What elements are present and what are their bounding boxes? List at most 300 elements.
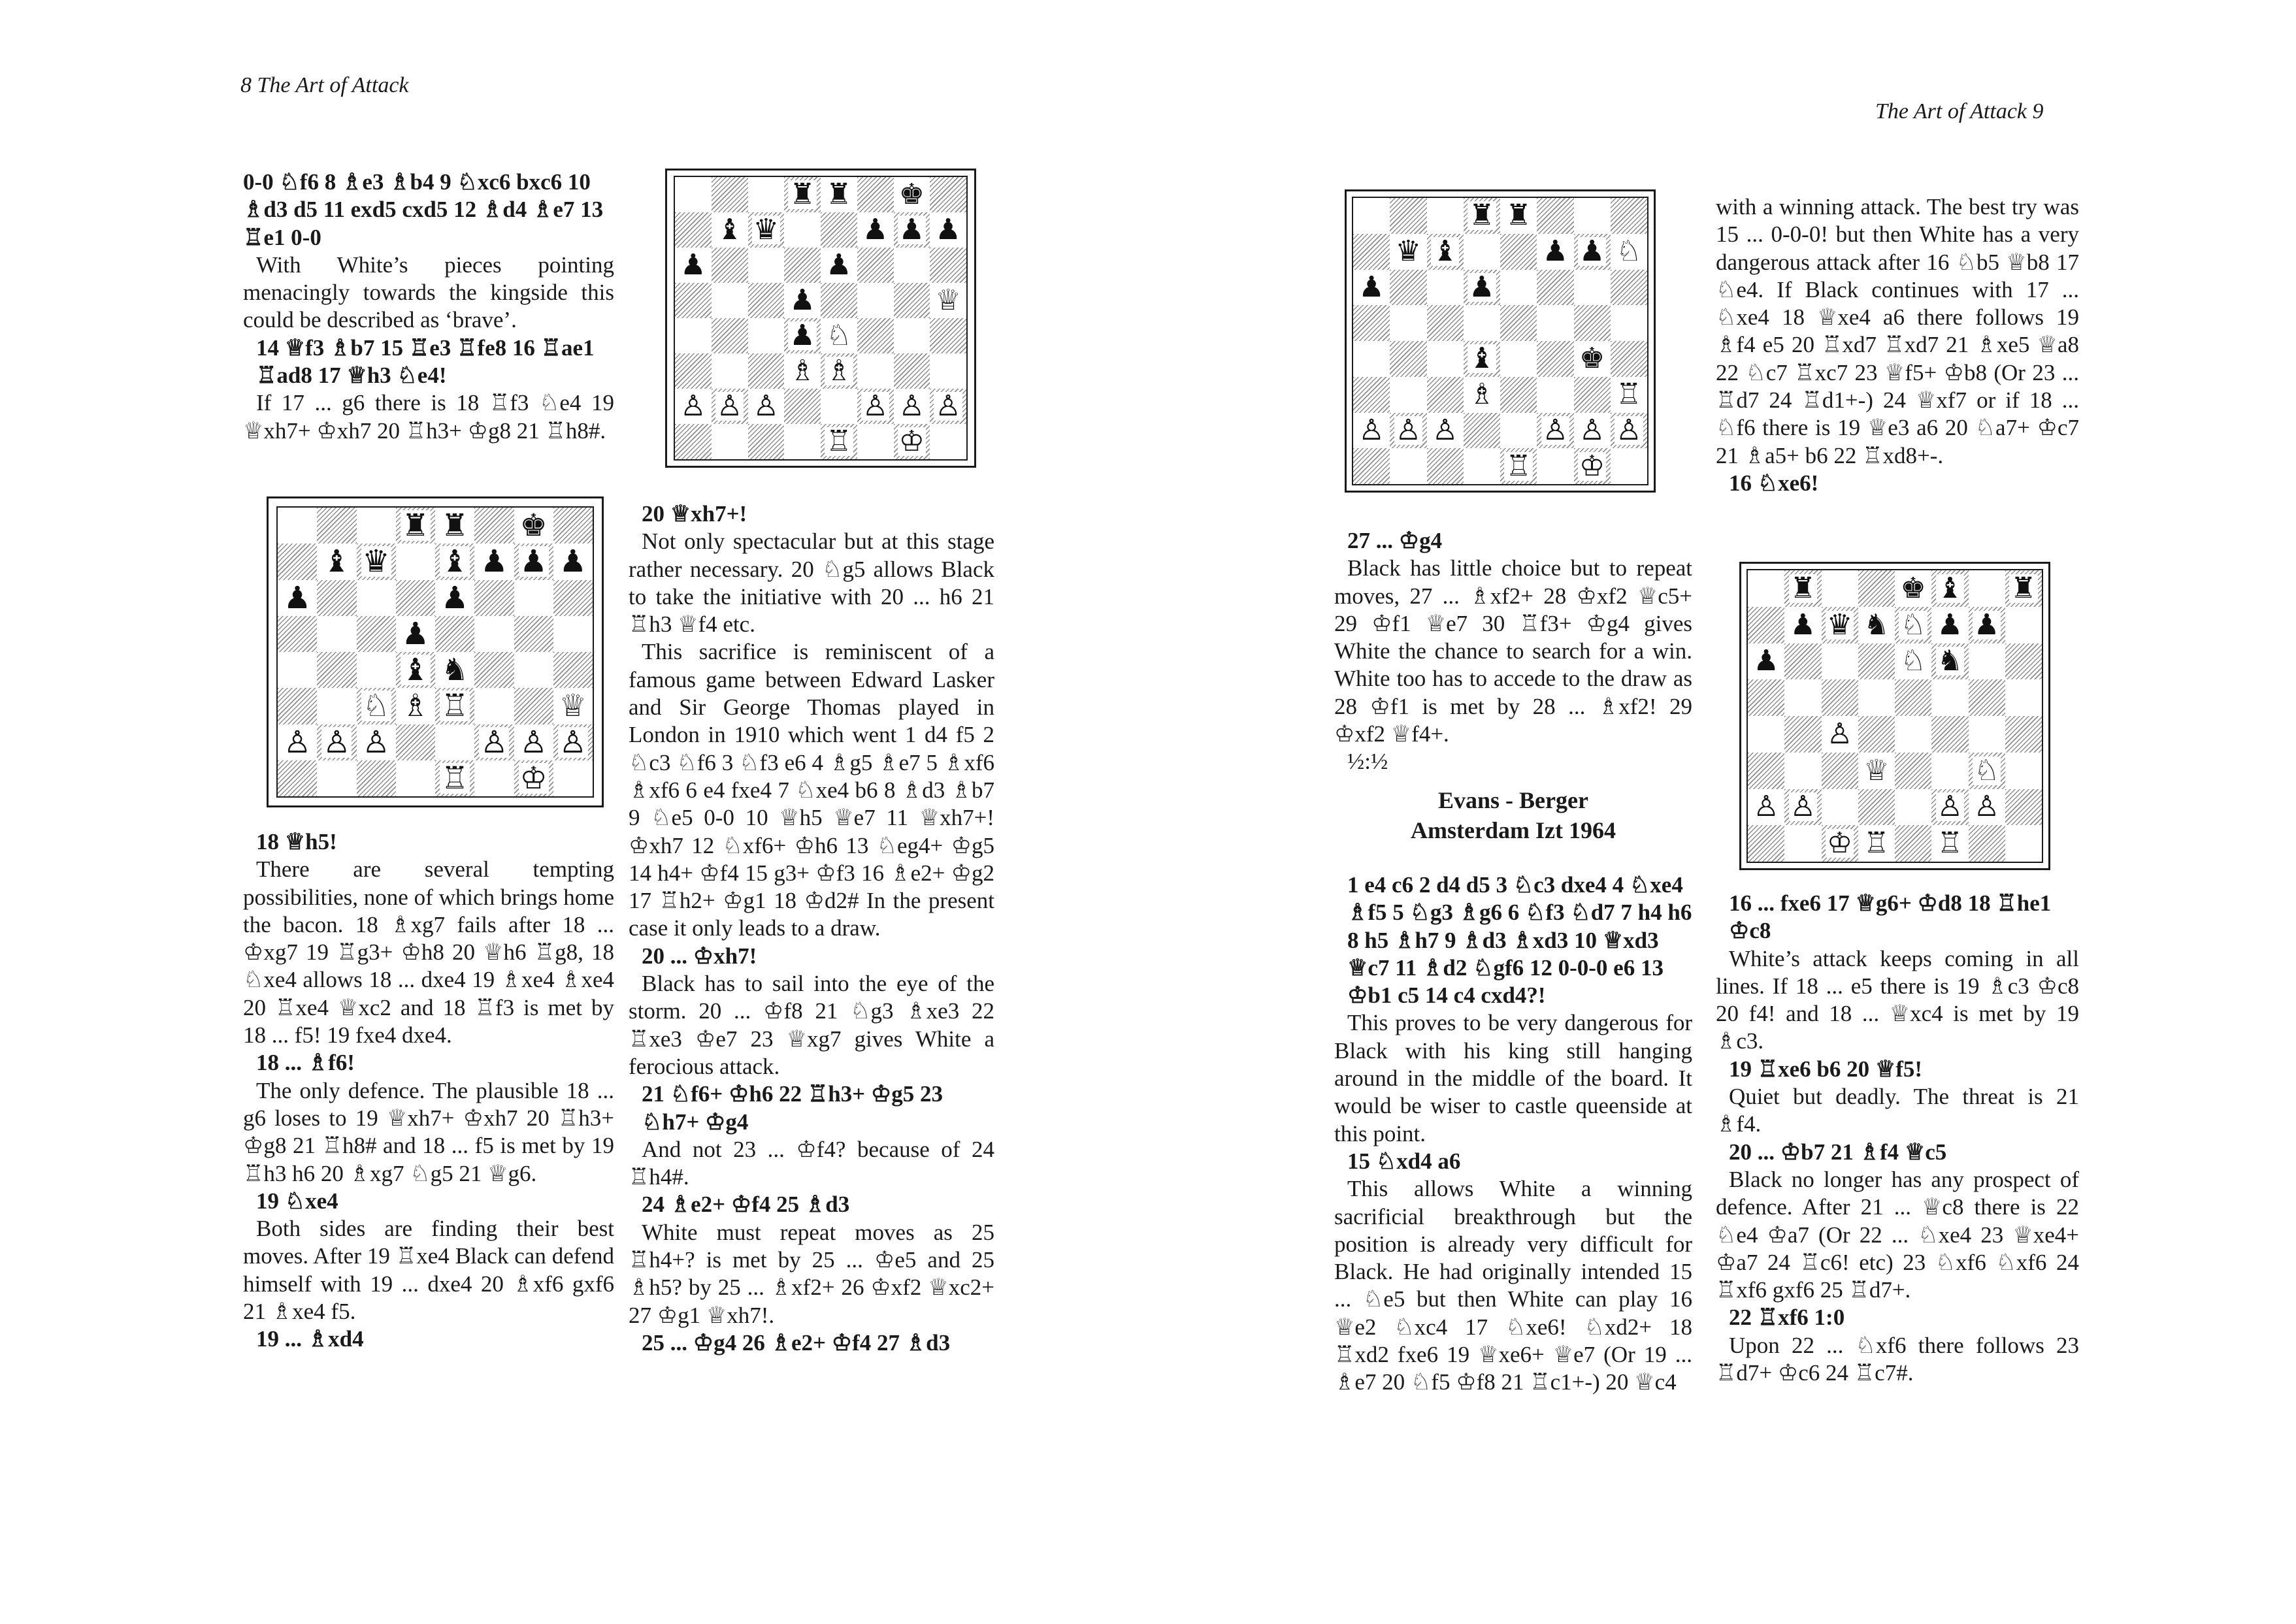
chess-piece-icon: ♟ — [284, 579, 312, 616]
board-square — [1464, 341, 1500, 377]
board-square — [1748, 825, 1784, 862]
board-square — [748, 283, 785, 318]
board-square — [1784, 789, 1821, 826]
chess-piece-icon: ♕ — [935, 284, 961, 317]
board-square — [1464, 413, 1500, 449]
board-square — [435, 508, 474, 544]
board-square — [1822, 825, 1858, 862]
col2-text — [629, 500, 994, 1357]
board-square — [784, 353, 821, 389]
board-square — [1895, 679, 1931, 716]
board-square — [1611, 413, 1647, 449]
move-line: 14 ♕f3 ♗b7 15 ♖e3 ♖fe8 16 ♖ae1 ♖ad8 17 ♕h3 ♘e4! — [256, 334, 595, 389]
board-square — [357, 508, 396, 544]
chess-piece-icon: ♙ — [1937, 790, 1963, 824]
board-square — [1822, 789, 1858, 826]
board-square — [2005, 753, 2042, 789]
chess-piece-icon: ♘ — [362, 688, 390, 724]
board-square — [1931, 607, 1968, 643]
board-square — [1858, 679, 1895, 716]
chess-piece-icon: ♙ — [284, 724, 312, 760]
chess-piece-icon: ♔ — [1826, 826, 1853, 860]
board-square — [2005, 716, 2042, 753]
board-square — [1611, 234, 1647, 270]
diagram-4-frame — [1739, 562, 2050, 870]
board-square — [857, 389, 894, 424]
chess-piece-icon: ♙ — [862, 389, 889, 423]
move-line: 18 ... ♗f6! — [256, 1050, 355, 1076]
board-square — [553, 580, 593, 616]
board-square — [1537, 234, 1573, 270]
chess-piece-icon: ♚ — [1900, 571, 1926, 605]
board-square — [1858, 716, 1895, 753]
chess-piece-icon: ♗ — [401, 688, 429, 724]
board-square — [1931, 716, 1968, 753]
board-square — [1931, 753, 1968, 789]
chess-piece-icon: ♘ — [1900, 644, 1926, 678]
board-square — [675, 389, 712, 424]
board-square — [1464, 448, 1500, 484]
board-square — [278, 688, 317, 724]
board-square — [317, 508, 356, 544]
board-square — [396, 616, 435, 652]
board-square — [675, 353, 712, 389]
board-square — [748, 389, 785, 424]
board-square — [2005, 643, 2042, 680]
annotation-paragraph: Black no longer has any prospect of defence. After 21 ... ♕c8 there is 22 ♘e4 ♔a7 (Or 22 ... ♘xe4 23 ♕xe4+ ♔a7 24 ♖c6! etc) 23 ♘xf6 ♘xf6 24 ♖xf6 gxf6 25 ♖d7+. — [1716, 1166, 2079, 1303]
col3b-text — [1334, 871, 1692, 1397]
board-square — [1464, 198, 1500, 234]
board-square — [553, 688, 593, 724]
board-square — [1574, 270, 1611, 306]
board-square — [894, 248, 930, 283]
annotation-paragraph: And not 23 ... ♔f4? because of 24 ♖h4#. — [629, 1136, 994, 1190]
annotation-paragraph: This sacrifice is reminiscent of a famous game between Edward Lasker and Sir George Thomas played in London in 1910 which went 1 d4 f5 2 ♘c3 ♘f6 3 ♘f3 e6 4 ♗g5 ♗e7 5 ♗xf6 ♗xf6 6 e4 fxe4 7 ♘xe4 b6 8 ♗d3 ♗b7 9 ♘e5 0-0 10 ♕h5 ♕e7 11 ♕xh7+! ♔xh7 12 ♘xf6+ ♔h6 13 ♘eg4+ ♔g5 14 h4+ ♔f4 15 g3+ ♔f3 16 ♗e2+ ♔g2 17 ♖h2+ ♔g1 18 ♔d2# In the present case it only leads to a draw. — [629, 639, 994, 941]
board-square — [1822, 716, 1858, 753]
board-square — [474, 616, 514, 652]
board-square — [357, 580, 396, 616]
board-square — [2005, 825, 2042, 862]
board-square — [1822, 753, 1858, 789]
board-square — [784, 424, 821, 459]
chess-piece-icon: ♔ — [519, 760, 548, 796]
board-square — [1784, 679, 1821, 716]
board-square — [1858, 643, 1895, 680]
board-square — [474, 544, 514, 579]
chess-piece-icon: ♟ — [480, 544, 508, 580]
board-square — [1931, 643, 1968, 680]
board-square — [821, 248, 857, 283]
board-square — [278, 616, 317, 652]
board-square — [514, 724, 553, 760]
board-square — [514, 616, 553, 652]
board-square — [1611, 341, 1647, 377]
move-line: 19 ♖xe6 b6 20 ♕f5! — [1729, 1056, 1923, 1082]
board-square — [357, 652, 396, 688]
chess-piece-icon: ♙ — [323, 724, 351, 760]
board-square — [1858, 753, 1895, 789]
chess-diagram-1 — [674, 176, 968, 461]
board-square — [1390, 413, 1426, 449]
chess-piece-icon: ♗ — [826, 354, 852, 387]
chess-piece-icon: ♖ — [1863, 826, 1890, 860]
board-square — [1611, 198, 1647, 234]
annotation-paragraph: White’s attack keeps coming in all lines. If 18 ... e5 there is 19 ♗c3 ♔c8 20 f4! and 18 ... ♕xc4 is met by 19 ♗c3. — [1716, 945, 2079, 1054]
board-square — [930, 177, 966, 212]
diagram-3-frame — [1345, 189, 1656, 493]
board-square — [748, 212, 785, 248]
board-square — [857, 318, 894, 353]
board-square — [1969, 789, 2005, 826]
board-square — [1500, 377, 1537, 413]
board-square — [1895, 789, 1931, 826]
board-square — [1784, 643, 1821, 680]
board-square — [1931, 789, 1968, 826]
chess-piece-icon: ♙ — [1432, 413, 1458, 447]
board-square — [1574, 234, 1611, 270]
board-square — [1353, 341, 1390, 377]
board-square — [1611, 305, 1647, 341]
board-square — [821, 177, 857, 212]
chess-diagram-3 — [1352, 197, 1648, 485]
chess-piece-icon: ♖ — [1505, 449, 1532, 483]
running-head-right: The Art of Attack 9 — [1875, 99, 2044, 123]
board-square — [1353, 270, 1390, 306]
board-square — [894, 389, 930, 424]
board-square — [474, 688, 514, 724]
board-square — [1427, 448, 1464, 484]
chess-piece-icon: ♝ — [1432, 235, 1458, 268]
move-line: 20 ... ♔b7 21 ♗f4 ♕c5 — [1729, 1139, 1947, 1165]
board-square — [930, 318, 966, 353]
chess-piece-icon: ♙ — [519, 724, 548, 760]
board-square — [712, 424, 748, 459]
board-square — [784, 318, 821, 353]
board-square — [857, 177, 894, 212]
chess-piece-icon: ♗ — [1469, 378, 1495, 412]
board-square — [1822, 643, 1858, 680]
chess-piece-icon: ♟ — [441, 579, 469, 616]
chess-piece-icon: ♚ — [898, 178, 925, 211]
board-square — [712, 212, 748, 248]
board-square — [1969, 570, 2005, 607]
chess-piece-icon: ♙ — [1616, 413, 1642, 447]
board-square — [1574, 198, 1611, 234]
chess-piece-icon: ♙ — [1579, 413, 1605, 447]
board-square — [514, 544, 553, 579]
move-line: 18 ♕h5! — [256, 829, 337, 854]
board-square — [1537, 341, 1573, 377]
board-square — [821, 318, 857, 353]
board-square — [1537, 270, 1573, 306]
board-square — [821, 353, 857, 389]
chess-piece-icon: ♟ — [559, 544, 587, 580]
move-line: 24 ♗e2+ ♔f4 25 ♗d3 — [642, 1192, 850, 1218]
board-square — [894, 424, 930, 459]
board-square — [2005, 607, 2042, 643]
board-square — [1500, 413, 1537, 449]
board-square — [1537, 448, 1573, 484]
board-square — [1748, 570, 1784, 607]
board-square — [1969, 753, 2005, 789]
move-line: 21 ♘f6+ ♔h6 22 ♖h3+ ♔g5 23 ♘h7+ ♔g4 — [642, 1081, 943, 1135]
board-square — [748, 318, 785, 353]
board-square — [1464, 377, 1500, 413]
chess-piece-icon: ♟ — [680, 248, 706, 282]
chess-piece-icon: ♜ — [401, 508, 429, 544]
chess-piece-icon: ♙ — [1973, 790, 2000, 824]
board-square — [930, 283, 966, 318]
board-square — [1858, 570, 1895, 607]
board-square — [317, 580, 356, 616]
chess-piece-icon: ♚ — [1579, 342, 1605, 376]
board-square — [1353, 413, 1390, 449]
annotation-paragraph: With White’s pieces pointing menacingly towards the kingside this could be described as ‘brave’. — [243, 252, 614, 333]
col3-text — [1334, 527, 1692, 776]
chess-piece-icon: ♟ — [1753, 644, 1779, 678]
board-square — [1353, 234, 1390, 270]
board-square — [1574, 413, 1611, 449]
board-square — [278, 580, 317, 616]
board-square — [894, 283, 930, 318]
chess-piece-icon: ♙ — [753, 389, 779, 423]
annotation-paragraph: Quiet but deadly. The threat is 21 ♗f4. — [1716, 1084, 2079, 1137]
board-square — [1464, 234, 1500, 270]
board-square — [784, 177, 821, 212]
chess-piece-icon: ♛ — [1826, 608, 1853, 641]
board-square — [1353, 448, 1390, 484]
board-square — [1390, 270, 1426, 306]
board-square — [1574, 448, 1611, 484]
chess-piece-icon: ♞ — [441, 652, 469, 689]
chess-piece-icon: ♘ — [826, 319, 852, 352]
game-header — [1334, 785, 1692, 845]
move-line: 19 ... ♗xd4 — [256, 1326, 364, 1352]
diagram-1-frame — [665, 169, 976, 468]
board-square — [396, 544, 435, 579]
board-square — [1390, 377, 1426, 413]
chess-piece-icon: ♘ — [1616, 235, 1642, 268]
chess-piece-icon: ♝ — [401, 652, 429, 689]
move-line: 19 ♘xe4 — [256, 1188, 338, 1214]
move-line: 1 e4 c6 2 d4 d5 3 ♘c3 dxe4 4 ♘xe4 ♗f5 5 ♘g3 ♗g6 6 ♘f3 ♘d7 7 h4 h6 8 h5 ♗h7 9 ♗d3 ♗xd3 10 ♕xd3 ♕c7 11 ♗d2 ♘gf6 12 0-0-0 e6 13 ♔b1 c5 14 c4 cxd4?! — [1347, 872, 1692, 1009]
chess-piece-icon: ♟ — [1973, 608, 2000, 641]
board-square — [1895, 643, 1931, 680]
board-square — [712, 248, 748, 283]
move-line: 0-0 ♘f6 8 ♗e3 ♗b4 9 ♘xc6 bxc6 10 ♗d3 d5 11 exd5 cxd5 12 ♗d4 ♗e7 13 ♖e1 0-0 — [243, 169, 604, 250]
board-square — [278, 724, 317, 760]
board-square — [1895, 607, 1931, 643]
board-square — [2005, 570, 2042, 607]
chess-piece-icon: ♚ — [519, 508, 548, 544]
board-square — [1895, 570, 1931, 607]
chess-piece-icon: ♜ — [789, 178, 815, 211]
chess-piece-icon: ♛ — [362, 544, 390, 580]
board-square — [675, 318, 712, 353]
board-square — [821, 283, 857, 318]
board-square — [553, 760, 593, 796]
board-square — [317, 724, 356, 760]
board-square — [553, 544, 593, 579]
board-square — [1969, 716, 2005, 753]
board-square — [2005, 789, 2042, 826]
chess-piece-icon: ♔ — [1579, 449, 1605, 483]
board-square — [712, 318, 748, 353]
chess-piece-icon: ♖ — [441, 688, 469, 724]
chess-piece-icon: ♟ — [1937, 608, 1963, 641]
board-square — [1822, 679, 1858, 716]
board-square — [1784, 570, 1821, 607]
board-square — [474, 508, 514, 544]
board-square — [1500, 270, 1537, 306]
board-square — [1390, 198, 1426, 234]
board-square — [278, 508, 317, 544]
board-square — [675, 248, 712, 283]
board-square — [396, 508, 435, 544]
board-square — [930, 353, 966, 389]
board-square — [396, 580, 435, 616]
board-square — [435, 652, 474, 688]
chess-piece-icon: ♙ — [935, 389, 961, 423]
board-square — [1427, 198, 1464, 234]
chess-piece-icon: ♕ — [559, 688, 587, 724]
annotation-paragraph: Upon 22 ... ♘xf6 there follows 23 ♖d7+ ♔c6 24 ♖c7#. — [1716, 1332, 2079, 1386]
board-square — [1427, 341, 1464, 377]
board-square — [435, 544, 474, 579]
annotation-paragraph: Black has to sail into the eye of the storm. 20 ... ♔f8 21 ♘g3 ♗xe3 22 ♖xe3 ♔e7 23 ♕xg7 gives White a ferocious attack. — [629, 971, 994, 1079]
board-square — [930, 212, 966, 248]
board-square — [278, 544, 317, 579]
board-square — [1390, 305, 1426, 341]
board-square — [357, 760, 396, 796]
board-square — [1969, 679, 2005, 716]
board-square — [1748, 607, 1784, 643]
move-line: 27 ... ♔g4 — [1347, 528, 1443, 553]
chess-piece-icon: ♟ — [862, 213, 889, 246]
game-result: ½:½ — [1347, 749, 1388, 775]
chess-piece-icon: ♝ — [441, 544, 469, 580]
chess-piece-icon: ♖ — [441, 760, 469, 796]
annotation-paragraph: Not only spectacular but at this stage rather necessary. 20 ♘g5 allows Black to take the initiative with 20 ... h6 21 ♖h3 ♕f4 etc. — [629, 528, 994, 638]
board-square — [1784, 607, 1821, 643]
chess-piece-icon: ♖ — [1616, 378, 1642, 412]
annotation-paragraph: Black has little choice but to repeat moves, 27 ... ♗xf2+ 28 ♔xf2 ♕c5+ 29 ♔f1 ♕e7 30 ♖f3+ ♔g4 gives White the chance to search for a win. White too has to accede to the draw as 28 ♔f1 is met by 28 ... ♗xf2! 29 ♔xf2 ♕f4+. — [1334, 555, 1692, 747]
board-square — [675, 424, 712, 459]
annotation-paragraph: with a winning attack. The best try was 15 ... 0-0-0! but then White has a very dangerous attack after 16 ♘b5 ♕b8 17 ♘e4. If Black continues with 17 ... ♘xe4 18 ♕xe4 a6 there follows 19 ♗f4 e5 20 ♖xd7 ♖xd7 21 ♗xe5 ♕a8 22 ♘c7 ♖xc7 23 ♕f5+ ♔b8 (Or 23 ... ♖d7 24 ♖d1+-) 24 ♕xf7 or if 18 ... ♘f6 there is 19 ♕e3 a6 20 ♘a7+ ♔c7 21 ♗a5+ b6 22 ♖xd8+-. — [1716, 194, 2079, 468]
board-square — [1822, 570, 1858, 607]
chess-piece-icon: ♙ — [716, 389, 743, 423]
board-square — [474, 760, 514, 796]
board-square — [1500, 198, 1537, 234]
board-square — [1611, 448, 1647, 484]
chess-diagram-2 — [276, 506, 594, 798]
col4b-text — [1716, 890, 2079, 1387]
board-square — [1574, 377, 1611, 413]
board-square — [396, 652, 435, 688]
chess-piece-icon: ♙ — [1753, 790, 1779, 824]
move-line: 20 ... ♔xh7! — [642, 943, 757, 969]
annotation-paragraph: White must repeat moves as 25 ♖h4+? is met by 25 ... ♔e5 and 25 ♗h5? by 25 ... ♗xf2+ 26 ♔xf2 ♕xc2+ 27 ♔g1 ♕xh7!. — [629, 1219, 994, 1328]
chess-piece-icon: ♙ — [1826, 717, 1853, 751]
move-line: 16 ♘xe6! — [1729, 470, 1819, 496]
board-square — [357, 688, 396, 724]
board-square — [553, 652, 593, 688]
board-square — [435, 580, 474, 616]
chess-piece-icon: ♟ — [1542, 235, 1569, 268]
chess-piece-icon: ♞ — [1863, 608, 1890, 641]
game-event: Amsterdam Izt 1964 — [1411, 817, 1616, 843]
board-square — [1427, 305, 1464, 341]
col4-text — [1716, 193, 2079, 497]
chess-piece-icon: ♜ — [1505, 199, 1532, 233]
chess-piece-icon: ♝ — [716, 213, 743, 246]
chess-piece-icon: ♝ — [1469, 342, 1495, 376]
chess-piece-icon: ♟ — [1790, 608, 1816, 641]
board-square — [1969, 825, 2005, 862]
chess-piece-icon: ♙ — [1790, 790, 1816, 824]
board-square — [1748, 789, 1784, 826]
board-square — [712, 177, 748, 212]
annotation-paragraph: The only defence. The plausible 18 ... g6 loses to 19 ♕xh7+ ♔xh7 20 ♖h3+ ♔g8 21 ♖h8# and 18 ... f5 is met by 19 ♖h3 h6 20 ♗xg7 ♘g5 21 ♕g6. — [243, 1077, 614, 1186]
diagram-2-frame — [267, 496, 604, 807]
board-square — [1464, 305, 1500, 341]
board-square — [357, 724, 396, 760]
board-square — [1931, 679, 1968, 716]
board-square — [317, 688, 356, 724]
board-square — [1858, 825, 1895, 862]
board-square — [1895, 753, 1931, 789]
board-square — [357, 616, 396, 652]
board-square — [1574, 341, 1611, 377]
chess-piece-icon: ♜ — [1790, 571, 1816, 605]
board-square — [1537, 377, 1573, 413]
chess-piece-icon: ♟ — [935, 213, 961, 246]
board-square — [894, 353, 930, 389]
board-square — [784, 212, 821, 248]
move-line: 22 ♖xf6 1:0 — [1729, 1305, 1845, 1331]
chess-piece-icon: ♔ — [898, 425, 925, 458]
chess-piece-icon: ♟ — [1469, 270, 1495, 304]
running-head-left: 8 The Art of Attack — [240, 73, 409, 97]
board-square — [514, 688, 553, 724]
chess-piece-icon: ♟ — [519, 544, 548, 580]
board-square — [514, 652, 553, 688]
board-square — [1895, 825, 1931, 862]
chess-diagram-4 — [1747, 569, 2043, 863]
board-square — [1353, 305, 1390, 341]
chess-piece-icon: ♟ — [789, 284, 815, 317]
chess-piece-icon: ♟ — [401, 615, 429, 652]
board-square — [1858, 789, 1895, 826]
annotation-paragraph: This proves to be very dangerous for Black with his king still hanging around in the middle of the board. It would be wiser to castle queenside at this point. — [1334, 1010, 1692, 1146]
board-square — [857, 212, 894, 248]
board-square — [1784, 825, 1821, 862]
board-square — [1858, 607, 1895, 643]
board-square — [278, 652, 317, 688]
board-square — [1427, 377, 1464, 413]
board-square — [553, 616, 593, 652]
chess-piece-icon: ♜ — [2010, 571, 2037, 605]
board-square — [553, 724, 593, 760]
chess-piece-icon: ♞ — [1937, 644, 1963, 678]
board-square — [1784, 753, 1821, 789]
move-line: 20 ♕xh7+! — [642, 501, 747, 527]
board-square — [748, 177, 785, 212]
board-square — [821, 212, 857, 248]
annotation-paragraph: There are several tempting possibilities, none of which brings home the bacon. 18 ♗xg7 fails after 18 ... ♔xg7 19 ♖g3+ ♔h8 20 ♕h6 ♖g8, 18 ♘xe4 allows 18 ... dxe4 19 ♗xe4 ♗xe4 20 ♖xe4 ♕xc2 and 18 ♖f3 is met by 18 ... f5! 19 fxe4 dxe4. — [243, 856, 614, 1048]
board-square — [712, 389, 748, 424]
board-square — [1611, 377, 1647, 413]
